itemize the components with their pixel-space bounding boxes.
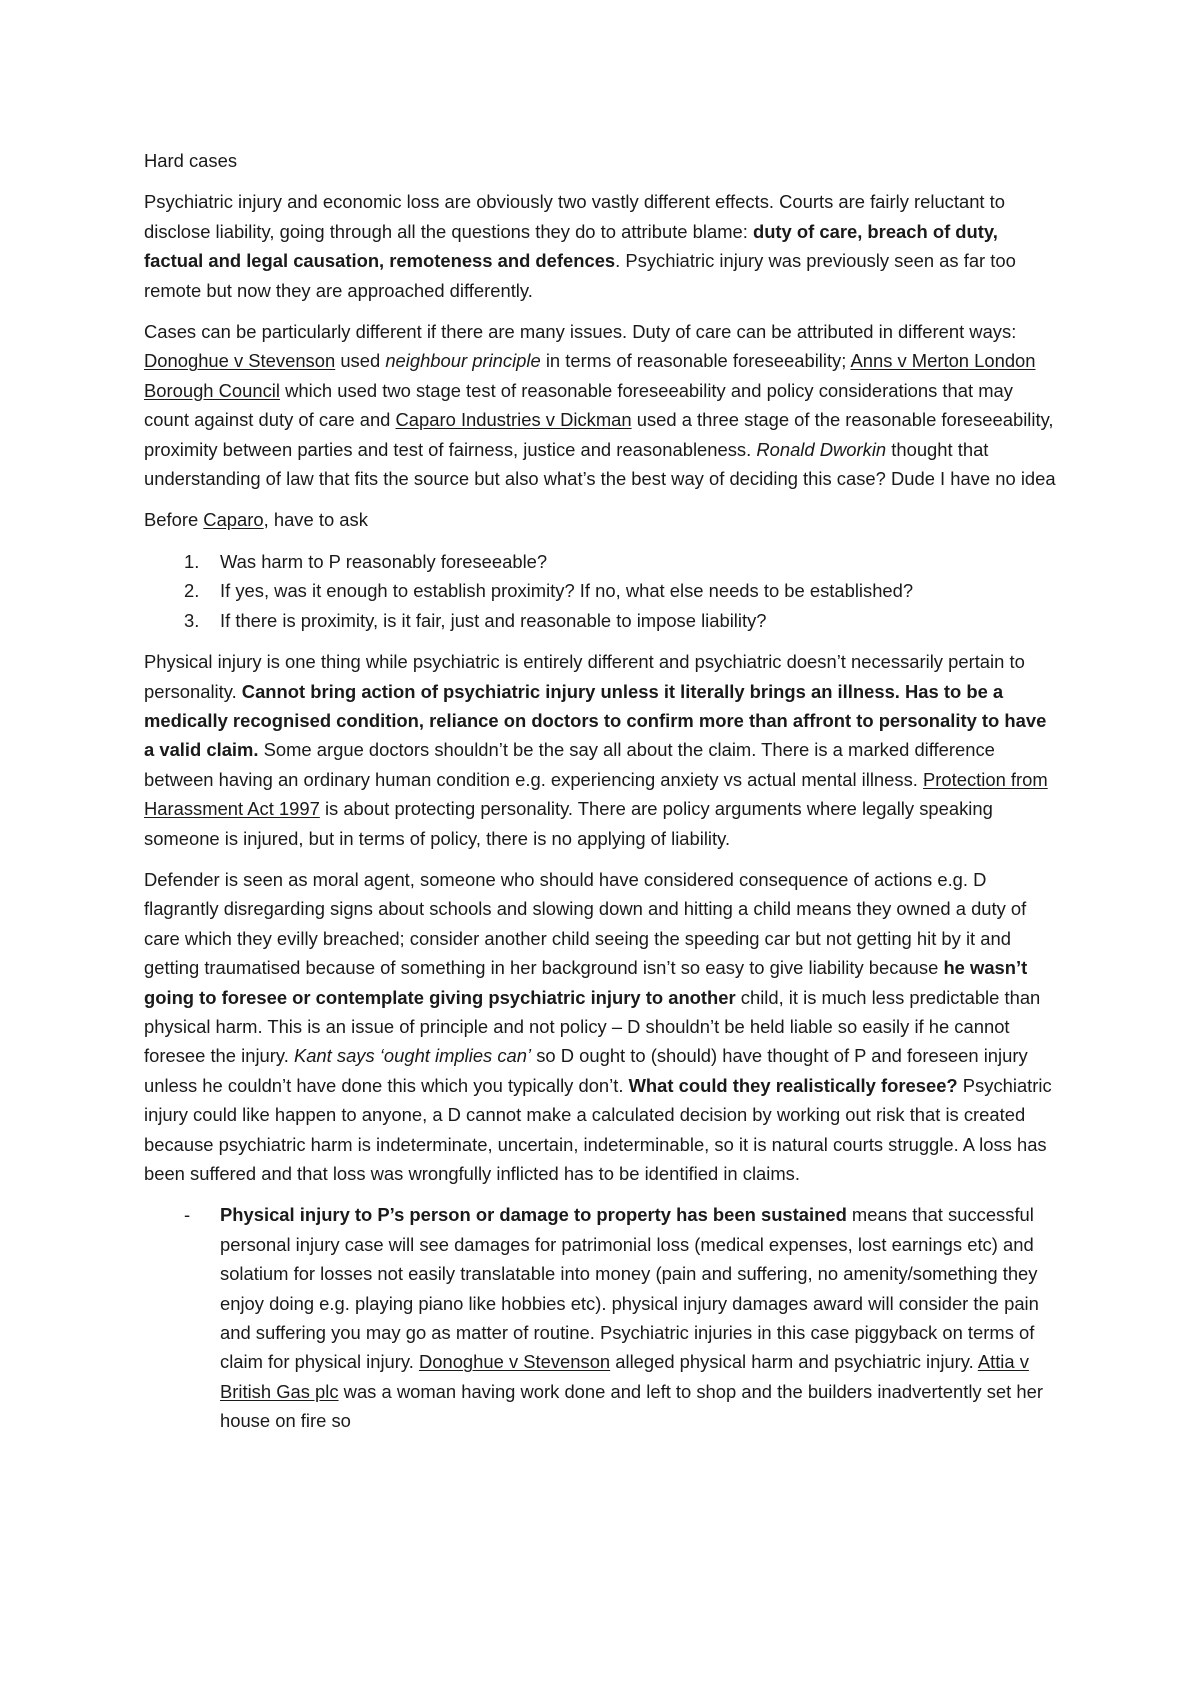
- bold-text: What could they realistically foresee?: [628, 1074, 958, 1096]
- paragraph-intro: [144, 187, 1060, 305]
- bold-text: Cannot bring action of psychiatric injury unless it literally brings an illness. Has to be a medically recognised condition, reliance on doctors to confirm more than affront to personality to have a valid claim.: [144, 680, 1047, 761]
- paragraph-defender-moral-agent: [144, 865, 1060, 1188]
- text-run: alleged physical harm and psychiatric injury.: [610, 1351, 978, 1373]
- list-item: [144, 547, 1060, 576]
- text-run: so D ought to (should) have thought of P and foreseen injury unless he couldn’t have done this which you typically don’t.: [144, 1045, 1028, 1096]
- case-reference: Donoghue v Stevenson: [418, 1351, 611, 1373]
- text-run: in terms of reasonable foreseeability;: [540, 350, 851, 372]
- bold-text: duty of care, breach of duty, factual and legal causation, remoteness and defences: [144, 220, 998, 272]
- numbered-list: [144, 547, 1060, 635]
- text-run: Psychiatric injury and economic loss are obviously two vastly different effects. Courts are fairly reluctant to disclose liability, going through all the questions they do to attribute blame:: [144, 191, 1005, 242]
- bold-text: Physical injury to P’s person or damage to property has been sustained: [220, 1204, 847, 1226]
- text-run: means that successful personal injury case will see damages for patrimonial loss (medical expenses, lost earnings etc) and solatium for losses not easily translatable into money (pain and suffering, no amenity/something they enjoy doing e.g. playing piano like hobbies etc). physical injury damages award will consider the pain and suffering you may go as matter of routine. Psychiatric injuries in this case piggyback on terms of claim for physical injury.: [220, 1204, 1039, 1373]
- text-run: . Psychiatric injury was previously seen as far too remote but now they are approached differently.: [144, 250, 1016, 301]
- case-reference: Attia v British Gas plc: [220, 1351, 1029, 1402]
- text-run: was a woman having work done and left to shop and the builders inadvertently set her house on fire so: [220, 1380, 1043, 1432]
- paragraph-duty-of-care: [144, 317, 1060, 493]
- act-reference: Protection from Harassment Act 1997: [144, 768, 1048, 820]
- italic-text: Kant says ‘ought implies can’: [293, 1045, 532, 1067]
- paragraph-physical-vs-psychiatric: [144, 647, 1060, 853]
- case-reference: Caparo Industries v Dickman: [395, 409, 632, 431]
- list-number: 3.: [184, 609, 200, 631]
- text-run: which used two stage test of reasonable foreseeability and policy considerations that may count against duty of care and: [144, 379, 1013, 431]
- list-item: [144, 606, 1060, 635]
- text-run: thought that understanding of law that fits the source but also what’s the best way of deciding this case? Dude I have no idea: [144, 438, 1056, 490]
- text-run: child, it is much less predictable than physical harm. This is an issue of principle and not policy – D shouldn’t be held liable so easily if he cannot foresee the injury.: [144, 986, 1041, 1067]
- bold-text: he wasn’t going to foresee or contemplate giving psychiatric injury to another: [144, 957, 1028, 1008]
- text-run: is about protecting personality. There are policy arguments where legally speaking someone is injured, but in terms of policy, there is no applying of liability.: [144, 798, 993, 849]
- text-run: Some argue doctors shouldn’t be the say all about the claim. There is a marked difference between having an ordinary human condition e.g. experiencing anxiety vs actual mental illness.: [144, 739, 995, 790]
- text-run: used: [335, 350, 386, 372]
- dash-list: [144, 1200, 1060, 1435]
- document-heading: Hard cases: [144, 150, 238, 171]
- case-reference: Donoghue v Stevenson: [144, 350, 336, 372]
- list-item-text: If there is proximity, is it fair, just and reasonable to impose liability?: [220, 609, 767, 631]
- text-run: Before: [144, 509, 204, 531]
- list-number: 1.: [184, 550, 200, 572]
- paragraph-before-caparo: [144, 505, 1060, 534]
- text-run: Cases can be particularly different if there are many issues. Duty of care can be attributed in different ways:: [144, 321, 1017, 343]
- italic-text: neighbour principle: [385, 350, 541, 372]
- text-run: used a three stage of the reasonable foreseeability, proximity between parties and test of fairness, justice and reasonableness.: [144, 409, 1054, 460]
- list-item: [144, 576, 1060, 605]
- text-run: Physical injury is one thing while psychiatric is entirely different and psychiatric doesn’t necessarily pertain to personality.: [144, 651, 1025, 702]
- list-item-text: If yes, was it enough to establish proximity? If no, what else needs to be established?: [220, 580, 914, 602]
- text-run: , have to ask: [263, 509, 368, 531]
- case-reference: Caparo: [203, 509, 264, 531]
- text-run: Psychiatric injury could like happen to anyone, a D cannot make a calculated decision by working out risk that is created because psychiatric harm is indeterminate, uncertain, indeterminable, so it is natural courts struggle. A loss has been suffered and that loss was wrongfully inflicted has to be identified in claims.: [144, 1074, 1052, 1184]
- text-run: Defender is seen as moral agent, someone who should have considered consequence of actions e.g. D flagrantly disregarding signs about schools and slowing down and hitting a child means they owned a duty of care which they evilly breached; consider another child seeing the speeding car but not getting hit by it and getting traumatised because of something in her background isn’t so easy to give liability because: [144, 868, 1027, 979]
- list-number: 2.: [184, 580, 200, 602]
- dash-marker: -: [184, 1204, 191, 1226]
- dash-list-item: [144, 1200, 1060, 1435]
- italic-text: Ronald Dworkin: [756, 438, 887, 460]
- list-item-text: Was harm to P reasonably foreseeable?: [220, 550, 548, 572]
- case-reference: Anns v Merton London Borough Council: [144, 350, 1036, 401]
